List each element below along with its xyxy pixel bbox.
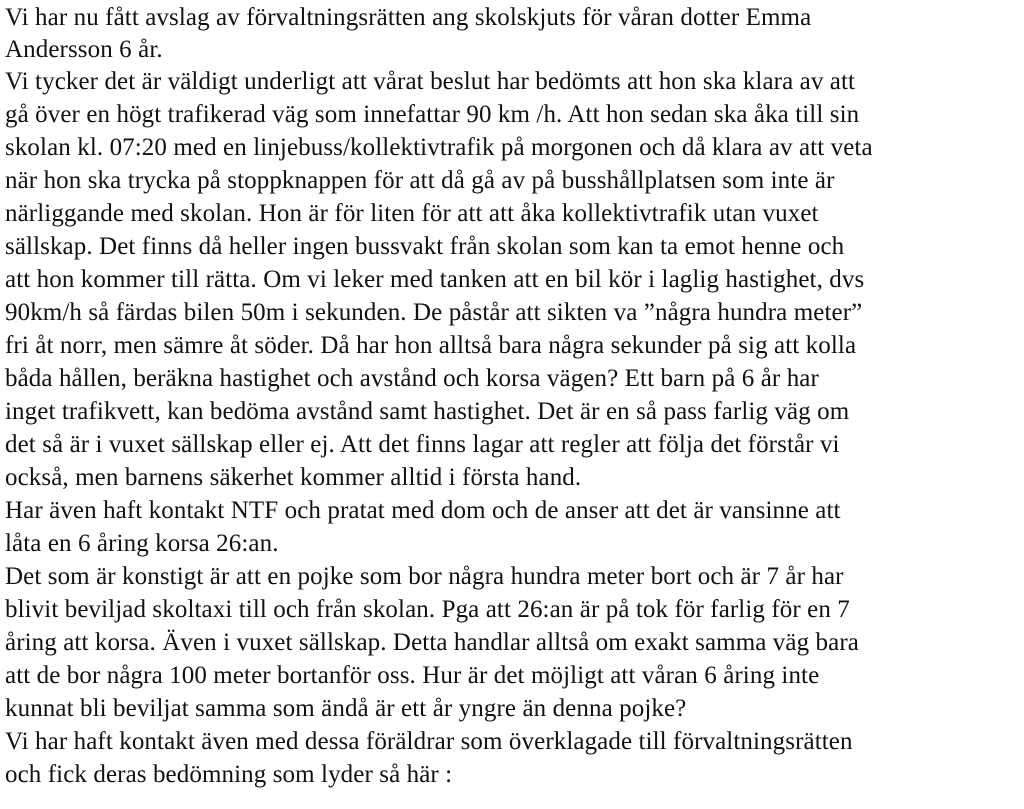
text-line: Det som är konstigt är att en pojke som bor några hundra meter bort och är 7 år har bbox=[5, 563, 844, 590]
text-line: Har även haft kontakt NTF och pratat med dom och de anser att det är vansinne att bbox=[5, 497, 841, 524]
text-line: låta en 6 åring korsa 26:an. bbox=[5, 530, 279, 557]
text-line: att de bor några 100 meter bortanför oss. Hur är det möjligt att våran 6 åring inte bbox=[5, 662, 820, 689]
text-line: fri åt norr, men sämre åt söder. Då har hon alltså bara några sekunder på sig att kolla bbox=[5, 332, 857, 359]
text-line: när hon ska trycka på stoppknappen för att då gå av på busshållplatsen som inte är bbox=[5, 167, 835, 194]
text-line: också, men barnens säkerhet kommer alltid i första hand. bbox=[5, 464, 582, 491]
text-line: och fick deras bedömning som lyder så här : bbox=[5, 761, 453, 788]
text-line: Vi har haft kontakt även med dessa föräldrar som överklagade till förvaltningsrätten bbox=[5, 728, 853, 755]
text-line: kunnat bli beviljat samma som ändå är ett år yngre än denna pojke? bbox=[5, 695, 687, 722]
text-line: Vi tycker det är väldigt underligt att vårat beslut har bedömts att hon ska klara av att bbox=[5, 68, 856, 95]
text-line: Vi har nu fått avslag av förvaltningsrätten ang skolskjuts för våran dotter Emma bbox=[5, 4, 812, 31]
text-line: det så är i vuxet sällskap eller ej. Att det finns lagar att regler att följa det förstår vi bbox=[5, 431, 840, 458]
text-line: båda hållen, beräkna hastighet och avstånd och korsa vägen? Ett barn på 6 år har bbox=[5, 365, 819, 392]
text-line: inget trafikvett, kan bedöma avstånd samt hastighet. Det är en så pass farlig väg om bbox=[5, 398, 850, 425]
text-line: närliggande med skolan. Hon är för liten för att att åka kollektivtrafik utan vuxet bbox=[5, 200, 819, 227]
text-line: åring att korsa. Även i vuxet sällskap. Detta handlar alltså om exakt samma väg bara bbox=[5, 629, 859, 656]
text-line: att hon kommer till rätta. Om vi leker med tanken att en bil kör i laglig hastighet, dvs bbox=[5, 266, 865, 293]
text-line: skolan kl. 07:20 med en linjebuss/kollektivtrafik på morgonen och då klara av att veta bbox=[5, 134, 873, 161]
text-line: blivit beviljad skoltaxi till och från skolan. Pga att 26:an är på tok för farlig för en 7 bbox=[5, 596, 850, 623]
text-line: 90km/h så färdas bilen 50m i sekunden. De påstår att sikten va ”några hundra meter” bbox=[5, 299, 863, 326]
text-line: gå över en högt trafikerad väg som innefattar 90 km /h. Att hon sedan ska åka till sin bbox=[5, 101, 860, 128]
text-line: Andersson 6 år. bbox=[5, 36, 163, 63]
text-line: sällskap. Det finns då heller ingen bussvakt från skolan som kan ta emot henne och bbox=[5, 233, 845, 260]
